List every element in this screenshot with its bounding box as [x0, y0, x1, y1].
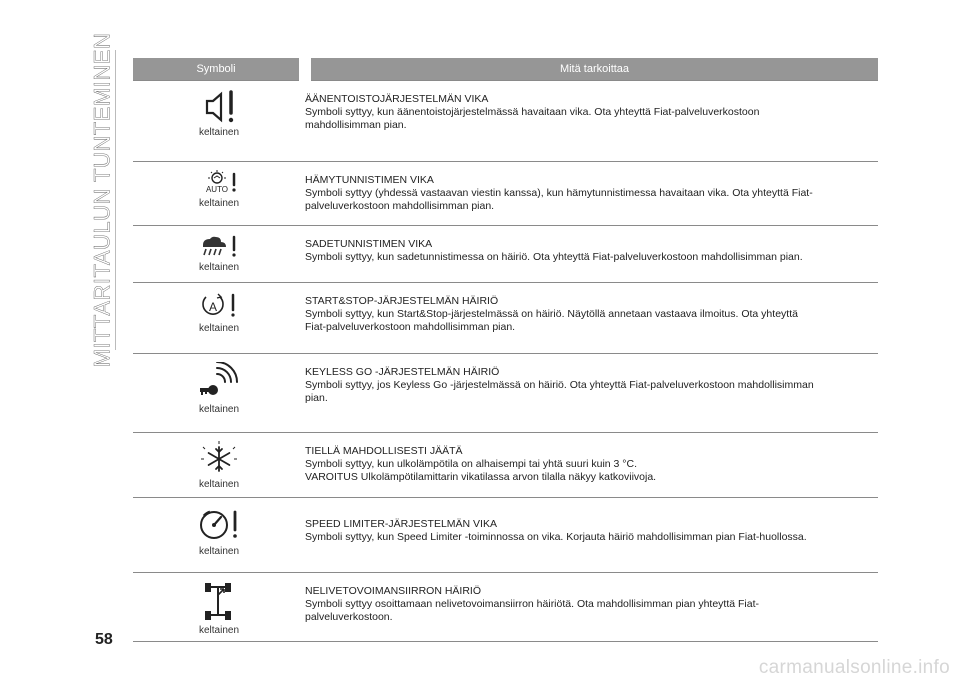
side-divider	[115, 50, 116, 350]
color-label: keltainen	[198, 404, 240, 415]
row-line: mahdollisimman pian.	[305, 119, 407, 131]
color-label: keltainen	[198, 127, 240, 138]
svg-text:A: A	[208, 300, 218, 314]
symbol-cell	[133, 283, 305, 354]
symbol-cell	[133, 226, 305, 283]
row-title: START&STOP-JÄRJESTELMÄN HÄIRIÖ	[305, 295, 499, 307]
header-meaning: Mitä tarkoittaa	[305, 58, 878, 81]
description-cell	[305, 226, 878, 283]
table-row	[133, 498, 878, 573]
snowflake-warning-icon	[199, 441, 239, 477]
table-row	[133, 283, 878, 354]
row-line: Symboli syttyy, jos Keyless Go -järjestelmässä on häiriö. Ota yhteyttä Fiat-palveluverkostoon mahdollisimman	[305, 379, 814, 391]
description-cell	[305, 433, 878, 498]
row-line: VAROITUS Ulkolämpötilamittarin vikatilassa arvon tilalla näkyy katkoviivoja.	[305, 471, 657, 483]
row-title: SADETUNNISTIMEN VIKA	[305, 238, 433, 250]
watermark: carmanualsonline.info	[758, 657, 950, 678]
table-row	[133, 226, 878, 283]
table-row	[133, 81, 878, 162]
description-cell	[305, 162, 878, 226]
row-line: Symboli syttyy, kun äänentoistojärjestelmässä havaitaan vika. Ota yhteyttä Fiat-palveluverkostoon	[305, 106, 760, 118]
page-number: 58	[95, 631, 113, 648]
table-row	[133, 354, 878, 433]
symbol-cell	[133, 354, 305, 433]
row-title: TIELLÄ MAHDOLLISESTI JÄÄTÄ	[305, 445, 463, 457]
description-cell	[305, 283, 878, 354]
description-cell	[305, 354, 878, 433]
color-label: keltainen	[198, 262, 240, 273]
speed-limiter-warning-icon	[197, 506, 241, 544]
symbol-cell	[133, 81, 305, 162]
keyless-go-warning-icon	[197, 362, 241, 402]
row-title: NELIVETOVOIMANSIIRRON HÄIRIÖ	[305, 585, 482, 597]
side-section-title: MITTARITAULUN TUNTEMINEN	[89, 32, 115, 368]
speaker-warning-icon	[199, 89, 239, 125]
row-line: Symboli syttyy, kun ulkolämpötila on alhaisempi tai yhtä suuri kuin 3 °C.	[305, 458, 637, 470]
description-cell	[305, 81, 878, 162]
row-line: palveluverkostoon.	[305, 611, 393, 623]
color-label: keltainen	[198, 546, 240, 557]
description-cell	[305, 498, 878, 573]
description-cell	[305, 573, 878, 642]
color-label: keltainen	[198, 625, 240, 636]
symbol-table	[133, 58, 878, 642]
row-title: SPEED LIMITER-JÄRJESTELMÄN VIKA	[305, 518, 497, 530]
auto-light-sensor-warning-icon	[197, 170, 241, 196]
row-title: HÄMYTUNNISTIMEN VIKA	[305, 174, 434, 186]
row-line: Fiat-palveluverkostoon mahdollisimman pian.	[305, 321, 516, 333]
table-row	[133, 573, 878, 642]
row-title: KEYLESS GO -JÄRJESTELMÄN HÄIRIÖ	[305, 366, 500, 378]
color-label: keltainen	[198, 323, 240, 334]
row-line: Symboli syttyy, kun Speed Limiter -toiminnossa on vika. Korjauta häiriö mahdollisimman pian Fiat-huollossa.	[305, 531, 807, 543]
row-line: Symboli syttyy, kun Start&Stop-järjestelmässä on häiriö. Näytöllä annetaan vastaava ilmoitus. Ota yhteyttä	[305, 308, 798, 320]
4wd-transfer-warning-icon	[199, 581, 239, 623]
row-line: Symboli syttyy, kun sadetunnistimessa on häiriö. Ota yhteyttä Fiat-palveluverkostoon mahdollisimman pian.	[305, 251, 803, 263]
color-label: keltainen	[198, 479, 240, 490]
symbol-cell	[133, 433, 305, 498]
table-header-row	[133, 58, 878, 81]
symbol-cell	[133, 573, 305, 642]
symbol-cell	[133, 162, 305, 226]
row-title: ÄÄNENTOISTOJÄRJESTELMÄN VIKA	[305, 93, 489, 105]
rain-sensor-warning-icon	[197, 234, 241, 260]
row-line: Symboli syttyy osoittamaan nelivetovoimansiirron häiriötä. Ota mahdollisimman pian yhteyttä Fiat-	[305, 598, 760, 610]
color-label: keltainen	[198, 198, 240, 209]
row-line: pian.	[305, 392, 328, 404]
table-row	[133, 433, 878, 498]
row-line: palveluverkostoon mahdollisimman pian.	[305, 200, 495, 212]
symbol-cell	[133, 498, 305, 573]
header-symbol: Symboli	[133, 58, 305, 81]
svg-text:AUTO: AUTO	[205, 185, 229, 194]
start-stop-warning-icon	[197, 291, 241, 321]
table-row	[133, 162, 878, 226]
row-line: Symboli syttyy (yhdessä vastaavan viestin kanssa), kun hämytunnistimessa havaitaan vika. Ota yhteyttä Fiat-	[305, 187, 813, 199]
